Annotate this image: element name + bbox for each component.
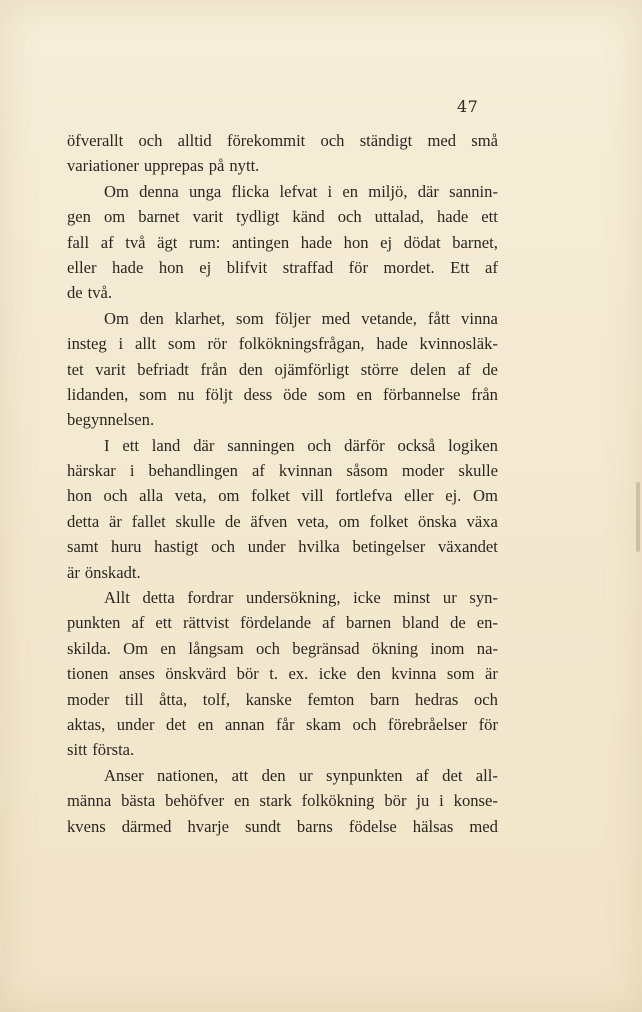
paper-edge-stain [636,482,640,552]
text-line: begynnelsen. [67,410,155,430]
paragraph [67,763,498,839]
text-line: tet varit befriadt från den ojämförligt större delen af de [67,359,498,379]
text-line: punkten af ett rättvist fördelande af barnen bland de en- [67,613,498,633]
text-line: detta är fallet skulle de äfven veta, om folket önska växa [67,511,498,531]
paragraph [67,433,498,585]
text-line: variationer upprepas på nytt. [67,156,260,176]
paragraph [67,179,498,306]
text-line: männa bästa behöfver en stark folkökning bör ju i konse- [67,791,498,811]
paragraph [67,306,498,433]
page-number: 47 [457,97,479,116]
text-line: härskar i behandlingen af kvinnan såsom moder skulle [67,461,498,481]
text-line: gen om barnet varit tydligt känd och uttalad, hade ett [67,207,498,227]
text-line: öfverallt och alltid förekommit och ständigt med små [67,131,498,150]
text-line: lidanden, som nu följt dess öde som en förbannelse från [67,384,498,404]
text-line: fall af två ägt rum: antingen hade hon ej dödat barnet, [67,232,498,252]
text-line: de två. [67,283,113,303]
text-line: är önskadt. [67,562,141,582]
text-line: samt huru hastigt och under hvilka betingelser växandet [67,537,498,557]
text-line: aktas, under det en annan får skam och förebråelser för [67,714,498,734]
body-text [67,128,498,839]
text-line: eller hade hon ej blifvit straffad för mordet. Ett af [67,257,498,277]
text-line: skilda. Om en långsam och begränsad ökning inom na- [67,638,498,658]
text-line: I ett land där sanningen och därför också logiken [104,435,498,455]
text-line: Anser nationen, att den ur synpunkten af det all- [104,765,498,785]
text-line: tionen anses önskvärd bör t. ex. icke den kvinna som är [67,664,498,684]
text-line: sitt första. [67,740,135,760]
text-line: Om den klarhet, som följer med vetande, fått vinna [104,308,498,328]
text-line: Allt detta fordrar undersökning, icke minst ur syn- [104,588,498,608]
text-line: kvens därmed hvarje sundt barns födelse hälsas med [67,816,498,836]
text-line: Om denna unga flicka lefvat i en miljö, där sannin- [104,181,498,201]
text-line: hon och alla veta, om folket vill fortlefva eller ej. Om [67,486,498,506]
paragraph [67,585,498,763]
text-line: insteg i allt som rör folkökningsfrågan, hade kvinnosläk- [67,334,498,354]
text-line: moder till åtta, tolf, kanske femton barn hedras och [67,689,498,709]
paragraph [67,128,498,179]
